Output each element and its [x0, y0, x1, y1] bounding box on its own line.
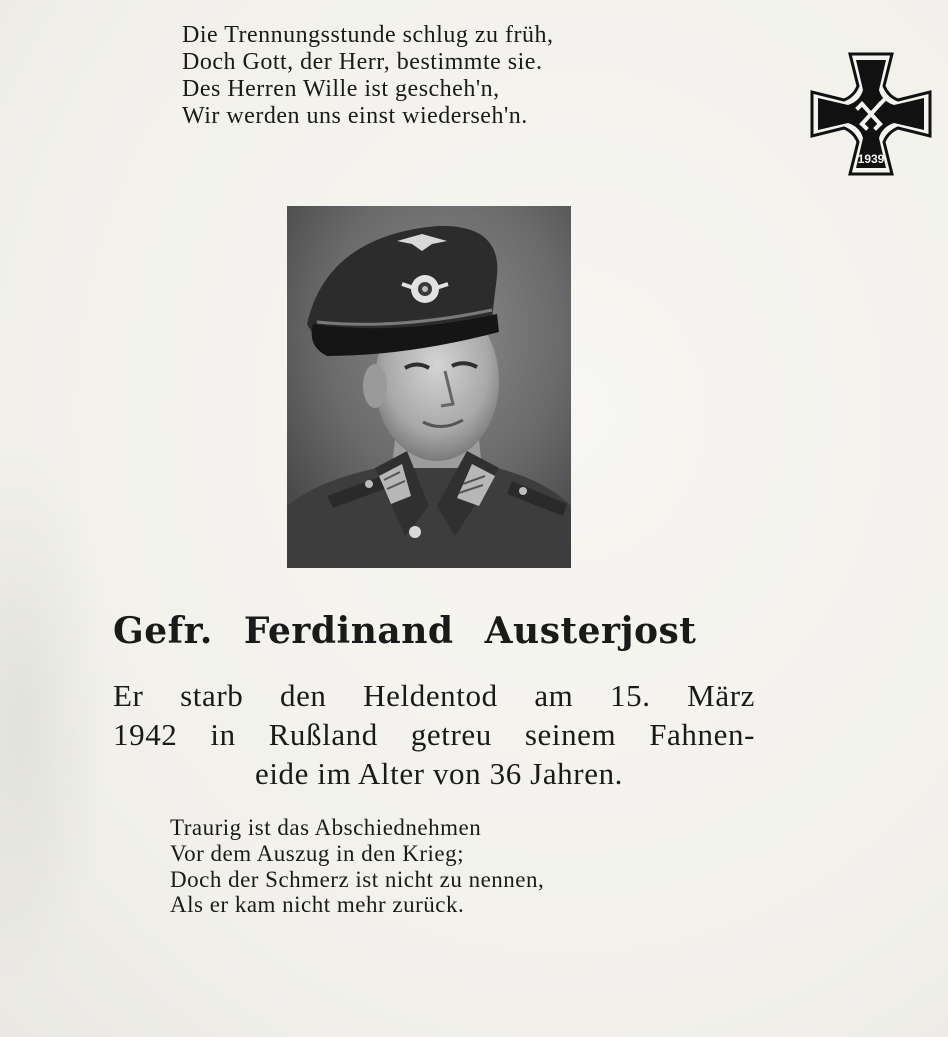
- verse-line: Wir werden uns einst wiederseh'n.: [182, 102, 528, 129]
- soldier-portrait: [287, 206, 571, 568]
- deceased-name: [113, 610, 753, 652]
- verse-line: Traurig ist das Abschiednehmen: [170, 815, 482, 840]
- death-notice: [113, 676, 755, 793]
- last-name: Austerjost: [484, 610, 697, 652]
- verse-line: Als er kam nicht mehr zurück.: [170, 892, 465, 918]
- notice-line: 1942 in Rußland getreu seinem Fahnen-: [113, 717, 755, 752]
- notice-line: Er starb den Heldentod am 15. März: [113, 678, 755, 713]
- rank: Gefr.: [113, 610, 213, 652]
- verse-line: Vor dem Auszug in den Krieg;: [170, 840, 465, 866]
- first-name: Ferdinand: [243, 610, 454, 652]
- notice-line: eide im Alter von 36 Jahren.: [254, 756, 624, 791]
- verse-line: Doch Gott, der Herr, bestimmte sie.: [182, 48, 543, 75]
- top-verse: [182, 22, 553, 130]
- bottom-verse: [170, 815, 544, 918]
- iron-cross-icon: [810, 52, 932, 176]
- verse-line: Doch der Schmerz ist nicht zu nennen,: [170, 866, 545, 892]
- cross-year: 1939: [857, 152, 885, 166]
- paper-stain: [0, 440, 110, 1000]
- verse-line: Des Herren Wille ist gescheh'n,: [182, 75, 500, 102]
- verse-line: Die Trennungsstunde schlug zu früh,: [182, 22, 554, 48]
